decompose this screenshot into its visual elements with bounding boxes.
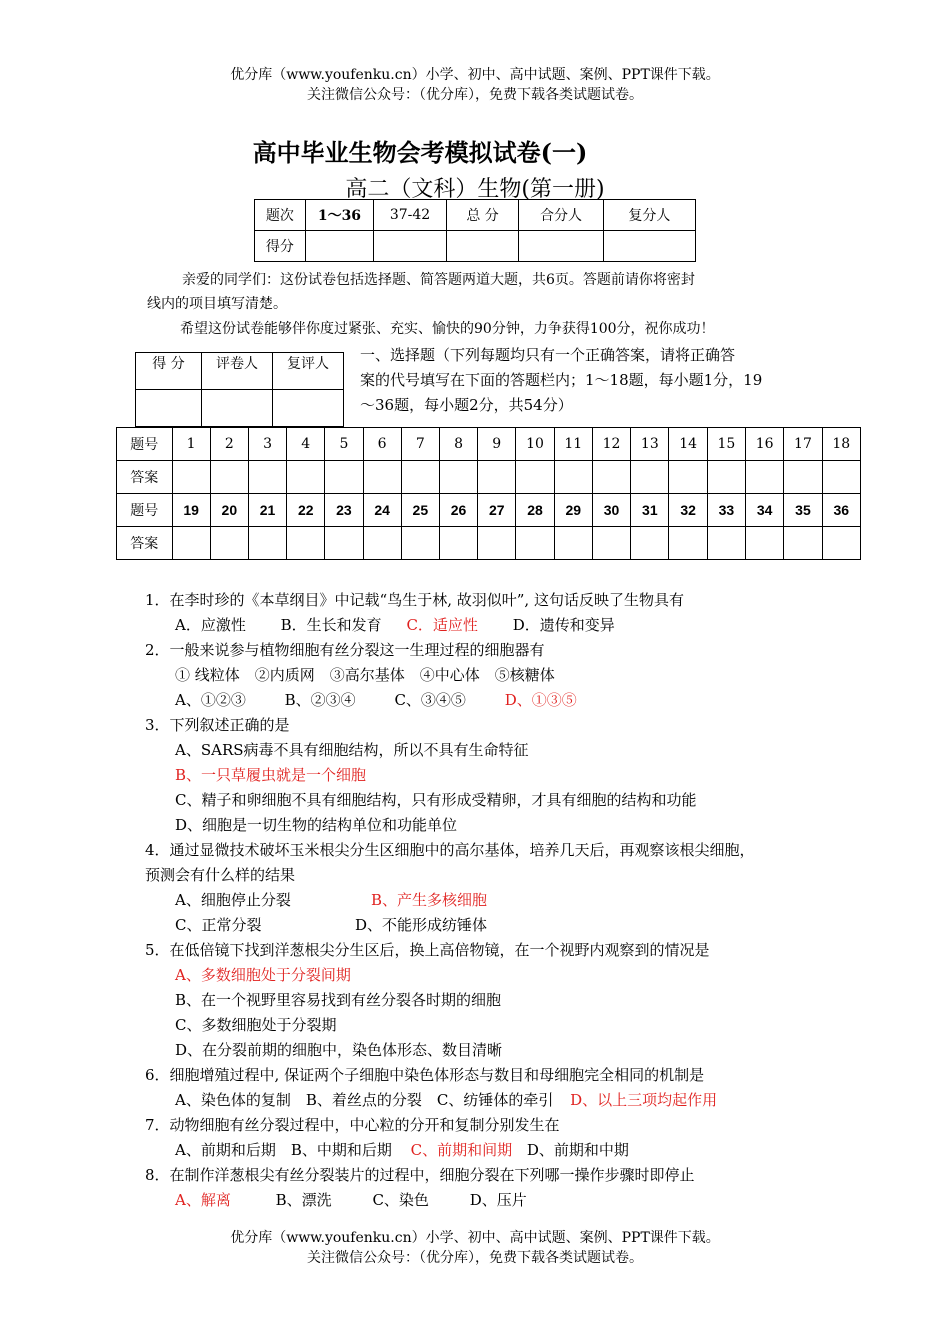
answer-cell[interactable]	[669, 461, 707, 494]
intro-line-1: 亲爱的同学们：这份试卷包括选择题、简答题两道大题，共6页。答题前请你将密封	[182, 272, 695, 288]
q5-option-b: B、在一个视野里容易找到有丝分裂各时期的细胞	[175, 991, 502, 1009]
q5-option-a: A、多数细胞处于分裂间期	[175, 966, 351, 984]
q4-stem-cont: 预测会有什么样的结果	[145, 866, 296, 884]
q3-option-a: A、SARS病毒不具有细胞结构，所以不具有生命特征	[175, 741, 529, 759]
q3-stem: 3．下列叙述正确的是	[145, 716, 290, 734]
answer-cell[interactable]	[516, 527, 554, 560]
q4-options-row1	[145, 888, 825, 913]
score-header: 37-42	[374, 200, 447, 231]
question-number: 15	[707, 428, 745, 461]
question-number: 18	[822, 428, 860, 461]
header-line-2: 关注微信公众号：（优分库），免费下载各类试题试卷。	[307, 87, 643, 103]
question-number: 35	[784, 494, 822, 527]
question-number: 2	[210, 428, 248, 461]
q7-option-d: D、前期和中期	[526, 1141, 629, 1159]
question-number: 14	[669, 428, 707, 461]
grader-cell[interactable]	[202, 390, 273, 427]
answer-cell[interactable]	[707, 461, 745, 494]
answer-cell[interactable]	[401, 527, 439, 560]
q2-option-c: C、③④⑤	[394, 691, 466, 709]
q3-option-c: C、精子和卵细胞不具有细胞结构，只有形成受精卵，才具有细胞的结构和功能	[175, 791, 697, 809]
question-number: 10	[516, 428, 554, 461]
q6-options	[145, 1088, 825, 1113]
q2-items: ① 线粒体 ②内质网 ③高尔基体 ④中心体 ⑤核糖体	[175, 666, 555, 684]
q4-stem: 4．通过显微技术破坏玉米根尖分生区细胞中的高尔基体，培养几天后，再观察该根尖细胞，	[145, 841, 755, 859]
answer-cell[interactable]	[478, 527, 516, 560]
footer-line-2: 关注微信公众号：（优分库），免费下载各类试题试卷。	[307, 1250, 643, 1266]
question-number: 22	[287, 494, 325, 527]
q8-option-d: D、压片	[469, 1191, 527, 1209]
answer-cell[interactable]	[631, 461, 669, 494]
grader-header: 复评人	[273, 353, 344, 390]
intro-line-2: 线内的项目填写清楚。	[147, 296, 287, 312]
q4-options-row2	[145, 913, 825, 938]
question-number: 1	[172, 428, 210, 461]
question-number: 8	[439, 428, 477, 461]
score-header: 复分人	[603, 200, 695, 231]
answer-cell[interactable]	[669, 527, 707, 560]
question-number: 28	[516, 494, 554, 527]
question-number: 21	[248, 494, 286, 527]
question-number: 27	[478, 494, 516, 527]
answer-cell[interactable]	[516, 461, 554, 494]
answer-cell[interactable]	[439, 461, 477, 494]
answer-grid-label: 题号	[117, 428, 173, 461]
q4-option-a: A、细胞停止分裂	[175, 891, 291, 909]
answer-cell[interactable]	[439, 527, 477, 560]
section-1-line-1: 一、选择题（下列每题均只有一个正确答案，请将正确答	[360, 346, 736, 364]
score-header: 题次	[255, 200, 306, 231]
header-line-1: 优分库（www.youfenku.cn）小学、初中、高中试题、案例、PPT课件下载。	[230, 67, 720, 83]
answer-cell[interactable]	[248, 461, 286, 494]
question-number: 33	[707, 494, 745, 527]
section-1-line-3: ～36题，每小题2分，共54分）	[360, 396, 573, 414]
q5-option-d: D、在分裂前期的细胞中，染色体形态、数目清晰	[175, 1041, 503, 1059]
answer-cell[interactable]	[592, 527, 630, 560]
answer-cell[interactable]	[478, 461, 516, 494]
score-cell[interactable]	[603, 231, 695, 262]
q1-option-a: A．应激性	[175, 616, 246, 634]
question-number: 12	[592, 428, 630, 461]
grader-cell[interactable]	[273, 390, 344, 427]
question-number: 5	[325, 428, 363, 461]
answer-cell[interactable]	[172, 527, 210, 560]
question-number: 25	[401, 494, 439, 527]
question-number: 9	[478, 428, 516, 461]
q3-option-b: B、一只草履虫就是一个细胞	[175, 766, 367, 784]
question-number: 32	[669, 494, 707, 527]
score-cell[interactable]	[305, 231, 374, 262]
q2-option-d: D、①③⑤	[504, 691, 577, 709]
answer-cell[interactable]	[631, 527, 669, 560]
q1-option-d: D．遗传和变异	[512, 616, 615, 634]
answer-cell[interactable]	[554, 527, 592, 560]
q8-option-a: A、解离	[175, 1191, 231, 1209]
answer-cell[interactable]	[401, 461, 439, 494]
q7-stem: 7．动物细胞有丝分裂过程中，中心粒的分开和复制分别发生在	[145, 1116, 560, 1134]
questions-list	[145, 588, 825, 1213]
score-cell[interactable]	[446, 231, 518, 262]
q2-option-b: B、②③④	[284, 691, 356, 709]
answer-cell[interactable]	[746, 527, 784, 560]
question-number: 6	[363, 428, 401, 461]
q2-option-a: A、①②③	[175, 691, 246, 709]
answer-cell[interactable]	[784, 461, 822, 494]
q8-option-c: C、染色	[372, 1191, 429, 1209]
answer-grid	[116, 427, 861, 560]
page-title: 高中毕业生物会考模拟试卷(一)	[252, 138, 588, 167]
answer-grid-label: 答案	[117, 461, 173, 494]
question-number: 17	[784, 428, 822, 461]
q8-stem: 8．在制作洋葱根尖有丝分裂装片的过程中，细胞分裂在下列哪一操作步骤时即停止	[145, 1166, 695, 1184]
answer-cell[interactable]	[172, 461, 210, 494]
question-number: 4	[287, 428, 325, 461]
q4-option-b: B、产生多核细胞	[371, 891, 488, 909]
answer-cell[interactable]	[325, 461, 363, 494]
answer-cell[interactable]	[592, 461, 630, 494]
q7-option-c: C、前期和间期	[410, 1141, 513, 1159]
score-row-label: 得分	[255, 231, 306, 262]
answer-cell[interactable]	[822, 527, 860, 560]
q8-option-b: B、漂洗	[275, 1191, 332, 1209]
answer-grid-label: 题号	[117, 494, 173, 527]
intro-line-3: 希望这份试卷能够伴你度过紧张、充实、愉快的90分钟，力争获得100分，祝你成功！	[180, 321, 715, 337]
question-number: 26	[439, 494, 477, 527]
score-cell[interactable]	[374, 231, 447, 262]
answer-cell[interactable]	[822, 461, 860, 494]
q4-option-d: D、不能形成纺锤体	[355, 916, 488, 934]
q7-option-ab: A、前期和后期 B、中期和后期	[175, 1141, 392, 1159]
answer-cell[interactable]	[210, 527, 248, 560]
answer-grid-label: 答案	[117, 527, 173, 560]
score-header: 总 分	[446, 200, 518, 231]
score-table	[254, 199, 696, 262]
q6-stem: 6．细胞增殖过程中, 保证两个子细胞中染色体形态与数目和母细胞完全相同的机制是	[145, 1066, 705, 1084]
answer-cell[interactable]	[707, 527, 745, 560]
q2-stem: 2．一般来说参与植物细胞有丝分裂这一生理过程的细胞器有	[145, 641, 545, 659]
answer-cell[interactable]	[287, 527, 325, 560]
question-number: 36	[822, 494, 860, 527]
question-number: 16	[746, 428, 784, 461]
q3-option-d: D、细胞是一切生物的结构单位和功能单位	[175, 816, 458, 834]
answer-cell[interactable]	[363, 527, 401, 560]
q6-option-d: D、以上三项均起作用	[570, 1091, 718, 1109]
q6-option-abc: A、染色体的复制 B、着丝点的分裂 C、纺锤体的牵引	[175, 1091, 554, 1109]
grader-cell[interactable]	[136, 390, 202, 427]
answer-cell[interactable]	[248, 527, 286, 560]
q2-options	[145, 688, 825, 713]
q1-stem: 1．在李时珍的《本草纲目》中记载“鸟生于林, 故羽似叶”, 这句话反映了生物具有	[145, 591, 684, 609]
question-number: 7	[401, 428, 439, 461]
score-header: 1～36	[305, 200, 374, 231]
question-number: 13	[631, 428, 669, 461]
q5-stem: 5．在低倍镜下找到洋葱根尖分生区后，换上高倍物镜，在一个视野内观察到的情况是	[145, 941, 710, 959]
page-subtitle: 高二（文科）生物(第一册)	[345, 177, 605, 202]
grader-header: 评卷人	[202, 353, 273, 390]
question-number: 23	[325, 494, 363, 527]
grader-table	[135, 352, 344, 427]
answer-cell[interactable]	[210, 461, 248, 494]
question-number: 19	[172, 494, 210, 527]
question-number: 11	[554, 428, 592, 461]
answer-cell[interactable]	[554, 461, 592, 494]
question-number: 34	[746, 494, 784, 527]
answer-cell[interactable]	[287, 461, 325, 494]
section-1-line-2: 案的代号填写在下面的答题栏内；1～18题，每小题1分，19	[360, 371, 763, 389]
question-number: 20	[210, 494, 248, 527]
answer-cell[interactable]	[363, 461, 401, 494]
score-header: 合分人	[519, 200, 603, 231]
footer-line-1: 优分库（www.youfenku.cn）小学、初中、高中试题、案例、PPT课件下载。	[230, 1230, 720, 1246]
answer-cell[interactable]	[325, 527, 363, 560]
grader-header: 得 分	[136, 353, 202, 390]
question-number: 30	[592, 494, 630, 527]
question-number: 29	[554, 494, 592, 527]
q1-options	[145, 613, 825, 638]
answer-cell[interactable]	[784, 527, 822, 560]
question-number: 31	[631, 494, 669, 527]
q4-option-c: C、正常分裂	[175, 916, 262, 934]
q1-option-c: C．适应性	[406, 616, 478, 634]
score-cell[interactable]	[519, 231, 603, 262]
question-number: 3	[248, 428, 286, 461]
q1-option-b: B．生长和发育	[280, 616, 382, 634]
q5-option-c: C、多数细胞处于分裂期	[175, 1016, 337, 1034]
q7-options	[145, 1138, 825, 1163]
q8-options	[145, 1188, 825, 1213]
answer-cell[interactable]	[746, 461, 784, 494]
question-number: 24	[363, 494, 401, 527]
